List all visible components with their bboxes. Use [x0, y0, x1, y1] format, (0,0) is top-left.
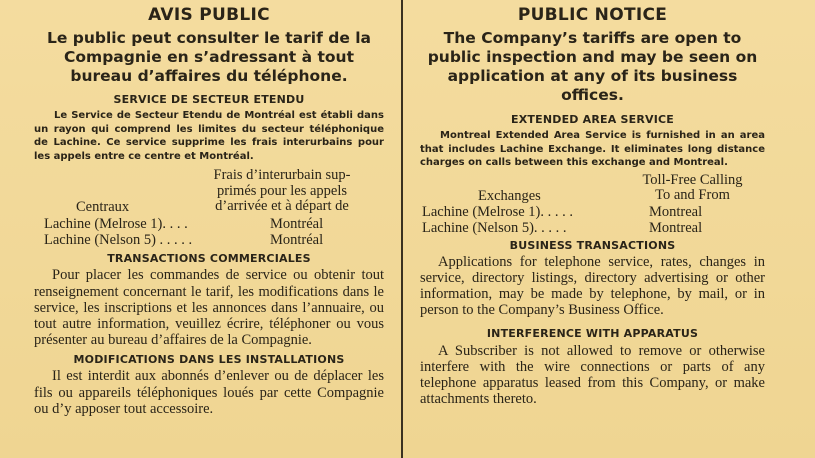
english-section3-text: A Subscriber is not allowed to remove or otherwise interfere with the wire connections or parts of any telephone apparatus leased from this Company, or make attachments thereto. [420, 342, 765, 408]
french-lead: Le public peut consulter le tarif de la Compagnie en s’adressant à tout bureau d’affaires du téléphone. [46, 29, 372, 85]
english-exchange-table [420, 173, 765, 237]
french-table-col2-line3: d’arrivée et à départ de [215, 198, 349, 215]
french-table-row-exchange: Lachine (Nelson 5) . . . . . [44, 232, 193, 249]
french-exchange-table [34, 168, 384, 254]
english-table-col2-line1: Toll-Free Calling [642, 171, 743, 188]
english-table-col1-header: Exchanges [478, 187, 541, 204]
french-section3-text: Il est interdit aux abonnés d’enlever ou de déplacer les fils ou appareils téléphoniques loués par cette Compagnie ou d’y apposer tout accessoire. [34, 368, 384, 417]
english-table-row-dest: Montreal [649, 219, 703, 236]
french-section3-heading: MODIFICATIONS DANS LES INSTALLATIONS [73, 353, 345, 367]
column-divider [401, 0, 403, 458]
french-section1-text: Le Service de Secteur Etendu de Montréal est établi dans un rayon qui comprend les limites du secteur téléphonique de Lachine. Ce service supprime les frais interurbains pour les appels entre ce centre et Montréal. [34, 110, 384, 162]
french-table-row-dest: Montréal [270, 232, 324, 249]
french-section2-text: Pour placer les commandes de service ou obtenir tout renseignement concernant le tarif, les modifications dans le service, les inscriptions et les annonces dans l’annuaire, ou tout autre information, veuillez écrire, téléphoner ou vous présenter au bureau d’affaires de la Compagnie. [34, 267, 384, 349]
english-section2-heading: BUSINESS TRANSACTIONS [509, 238, 676, 252]
french-section2-heading: TRANSACTIONS COMMERCIALES [107, 252, 311, 266]
english-title: PUBLIC NOTICE [517, 5, 668, 25]
english-section1-text: Montreal Extended Area Service is furnished in an area that includes Lachine Exchange. It eliminates long distance charges on calls between this exchange and Montreal. [420, 130, 765, 169]
english-section2-text: Applications for telephone service, rates, changes in service, directory listings, directory advertising or other information, may be made by telephone, by mail, or in person to the Company’s Business Office. [420, 253, 765, 319]
english-table-row-dest: Montreal [649, 203, 703, 220]
french-table-col2-line1: Frais d’interurbain sup- [213, 167, 351, 184]
french-title: AVIS PUBLIC [148, 5, 270, 25]
french-table-col2-line2: primés pour les appels [216, 182, 348, 199]
french-table-col2-header [182, 168, 382, 215]
french-table-row-dest: Montréal [270, 216, 324, 233]
french-section1-heading: SERVICE DE SECTEUR ETENDU [113, 93, 305, 106]
french-table-row-exchange: Lachine (Melrose 1). . . . [44, 216, 188, 233]
english-table-row-exchange: Lachine (Melrose 1). . . . . [422, 203, 573, 220]
english-table-col2-line2: To and From [655, 187, 730, 204]
english-lead: The Company’s tariffs are open to public inspection and may be seen on application at any of its business offices. [427, 29, 758, 104]
english-table-col2-header [605, 173, 780, 204]
french-column [34, 0, 384, 417]
french-table-col1-header: Centraux [76, 199, 130, 216]
english-column [420, 0, 765, 407]
english-section1-heading: EXTENDED AREA SERVICE [511, 113, 674, 126]
english-section3-heading: INTERFERENCE WITH APPARATUS [486, 326, 699, 340]
english-table-row-exchange: Lachine (Nelson 5). . . . . [422, 219, 567, 236]
